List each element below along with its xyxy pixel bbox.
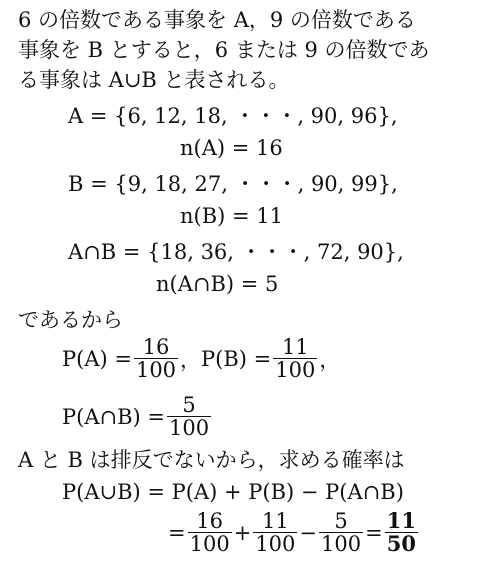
- prob-a-label: P(A) =: [62, 346, 132, 371]
- minus-sign: −: [299, 520, 318, 545]
- prob-intersection-denominator: 100: [168, 416, 210, 440]
- separator-comma: ，: [319, 347, 341, 372]
- intro-line-1: 6 の倍数である事象を A，9 の倍数である: [18, 8, 416, 32]
- term-1-fraction: [188, 510, 232, 555]
- prob-b-numerator: 11: [281, 335, 309, 359]
- prob-b-fraction: [273, 336, 317, 381]
- prob-intersection-fraction: [167, 394, 211, 439]
- term-3-fraction: [319, 510, 363, 555]
- equals-sign: =: [168, 520, 186, 545]
- plus-sign: +: [233, 520, 252, 545]
- intro-line-3: る事象は A∪B と表される。: [18, 68, 290, 92]
- intro-line-2: 事象を B とすると，6 または 9 の倍数であ: [18, 38, 430, 62]
- prob-a-fraction: [134, 336, 178, 381]
- count-a-and-b: n(A∩B) = 5: [156, 272, 279, 296]
- term-3-numerator: 5: [334, 509, 348, 533]
- separator-comma: ，: [180, 347, 202, 372]
- term-1-numerator: 16: [196, 509, 224, 533]
- set-a-and-b-definition: A∩B = {18, 36, ・・・, 72, 90},: [68, 240, 404, 264]
- count-b: n(B) = 11: [180, 204, 284, 228]
- answer-fraction: [385, 510, 418, 555]
- term-1-denominator: 100: [189, 532, 230, 556]
- prob-b-label: P(B) =: [201, 346, 272, 371]
- prob-a-numerator: 16: [142, 335, 170, 359]
- count-a: n(A) = 16: [180, 136, 283, 160]
- final-computation-row: [168, 510, 420, 555]
- prob-intersection-label: P(A∩B) =: [62, 404, 165, 429]
- prob-intersection-numerator: 5: [182, 393, 196, 417]
- prob-b-denominator: 100: [275, 358, 316, 382]
- answer-denominator: 50: [386, 531, 416, 556]
- set-a-definition: A = {6, 12, 18, ・・・, 90, 96},: [68, 104, 398, 128]
- set-b-definition: B = {9, 18, 27, ・・・, 90, 99},: [68, 172, 398, 196]
- answer-numerator: 11: [386, 508, 416, 533]
- equals-sign: =: [365, 520, 383, 545]
- prob-a-denominator: 100: [135, 358, 177, 382]
- dearukara-text: であるから: [18, 308, 123, 332]
- term-2-fraction: [253, 510, 297, 555]
- term-3-denominator: 100: [321, 532, 362, 556]
- prob-a-b-row: [62, 336, 340, 381]
- prob-intersection-row: [62, 394, 213, 439]
- term-2-numerator: 11: [261, 509, 289, 533]
- exclusive-statement: A と B は排反でないから，求める確率は: [18, 448, 405, 472]
- union-formula: P(A∪B) = P(A) + P(B) − P(A∩B): [62, 480, 404, 504]
- term-2-denominator: 100: [255, 532, 296, 556]
